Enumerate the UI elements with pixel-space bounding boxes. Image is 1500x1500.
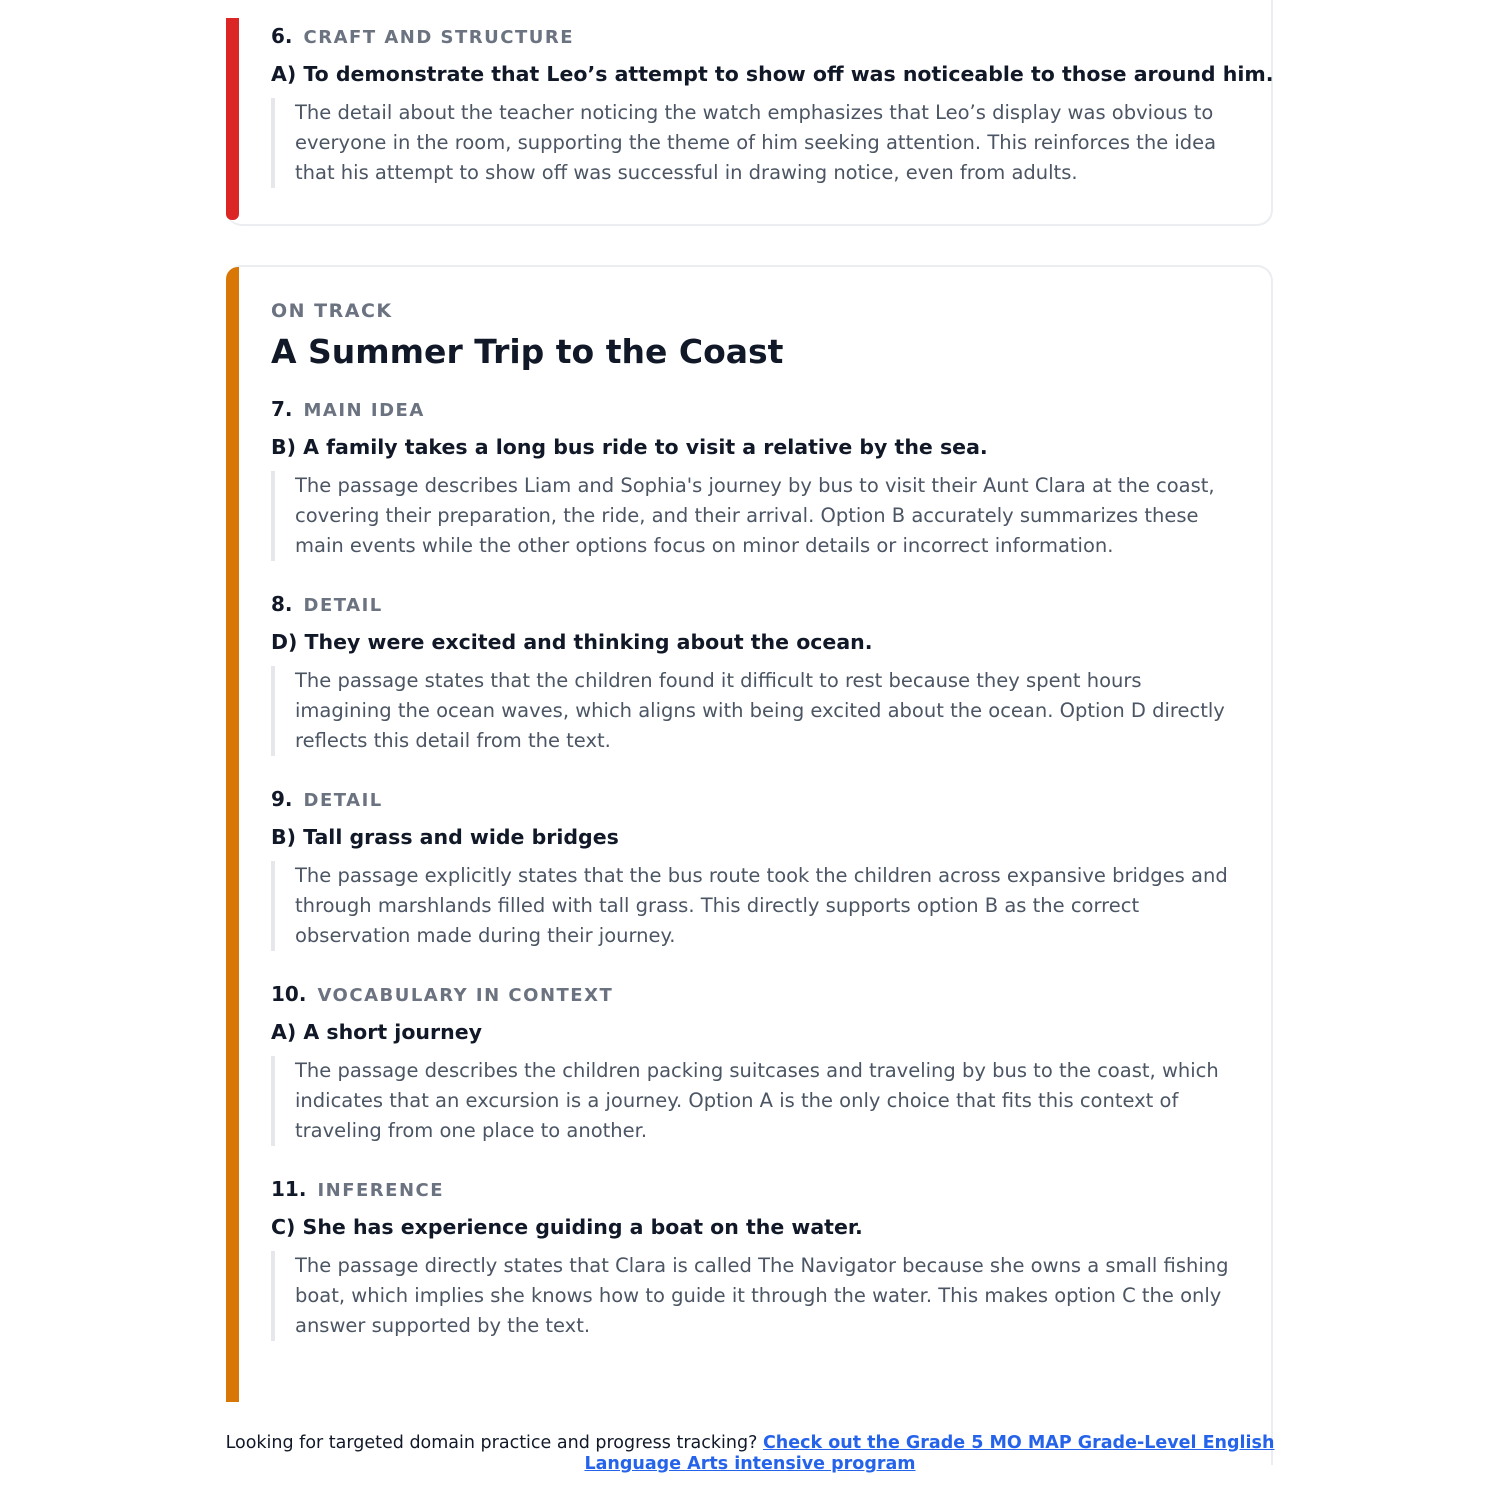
card-accent-bar <box>226 18 239 220</box>
question-item <box>271 24 1274 188</box>
question-category: CRAFT AND STRUCTURE <box>303 27 575 48</box>
footer-prompt: Looking for targeted domain practice and progress tracking? <box>225 1433 758 1453</box>
question-explanation: The passage states that the children found it difficult to rest because they spent hours imagining the ocean waves, which aligns with being excited about the ocean. Option D directly reflects this detail from the text. <box>271 666 1241 756</box>
question-answer: C) She has experience guiding a boat on the water. <box>271 1215 863 1239</box>
question-number: 8. <box>271 592 293 616</box>
question-item <box>271 592 1241 756</box>
question-explanation: The passage describes Liam and Sophia's journey by bus to visit their Aunt Clara at the coast, covering their preparation, the ride, and their arrival. Option B accurately summarizes these main events while the other options focus on minor details or incorrect information. <box>271 471 1241 561</box>
question-answer: A) A short journey <box>271 1020 482 1044</box>
results-card-previous <box>226 0 1273 226</box>
question-explanation: The detail about the teacher noticing the watch emphasizes that Leo’s display was obvious to everyone in the room, supporting the theme of him seeking attention. This reinforces the idea that his attempt to show off was successful in drawing notice, even from adults. <box>271 98 1241 188</box>
status-label: ON TRACK <box>271 300 393 322</box>
question-category: DETAIL <box>303 595 383 616</box>
question-category: DETAIL <box>303 790 383 811</box>
question-number: 10. <box>271 982 307 1006</box>
question-category: INFERENCE <box>317 1180 445 1201</box>
question-answer: A) To demonstrate that Leo’s attempt to show off was noticeable to those around him. <box>271 62 1274 86</box>
question-number: 7. <box>271 397 293 421</box>
question-number: 9. <box>271 787 293 811</box>
question-explanation: The passage describes the children packing suitcases and traveling by bus to the coast, which indicates that an excursion is a journey. Option A is the only choice that fits this context of traveling from one place to another. <box>271 1056 1241 1146</box>
question-item <box>271 397 1241 561</box>
question-item <box>271 787 1241 951</box>
question-explanation: The passage directly states that Clara is called The Navigator because she owns a small fishing boat, which implies she knows how to guide it through the water. This makes option C the only answer supported by the text. <box>271 1251 1241 1341</box>
question-answer: B) A family takes a long bus ride to visit a relative by the sea. <box>271 435 988 459</box>
question-number: 6. <box>271 24 293 48</box>
question-answer: B) Tall grass and wide bridges <box>271 825 619 849</box>
question-number: 11. <box>271 1177 307 1201</box>
program-link[interactable]: Check out the Grade 5 MO MAP Grade-Level English Language Arts intensive program <box>584 1433 1275 1474</box>
question-answer: D) They were excited and thinking about the ocean. <box>271 630 873 654</box>
question-category: MAIN IDEA <box>303 400 425 421</box>
question-explanation: The passage explicitly states that the bus route took the children across expansive bridges and through marshlands filled with tall grass. This directly supports option B as the correct observation made during their journey. <box>271 861 1241 951</box>
question-item <box>271 1177 1241 1341</box>
footer-promo <box>200 1433 1300 1475</box>
card-accent-bar <box>226 267 239 1402</box>
results-card-passage <box>226 265 1273 1465</box>
passage-title: A Summer Trip to the Coast <box>271 332 784 371</box>
question-item <box>271 982 1241 1146</box>
question-category: VOCABULARY IN CONTEXT <box>317 985 614 1006</box>
